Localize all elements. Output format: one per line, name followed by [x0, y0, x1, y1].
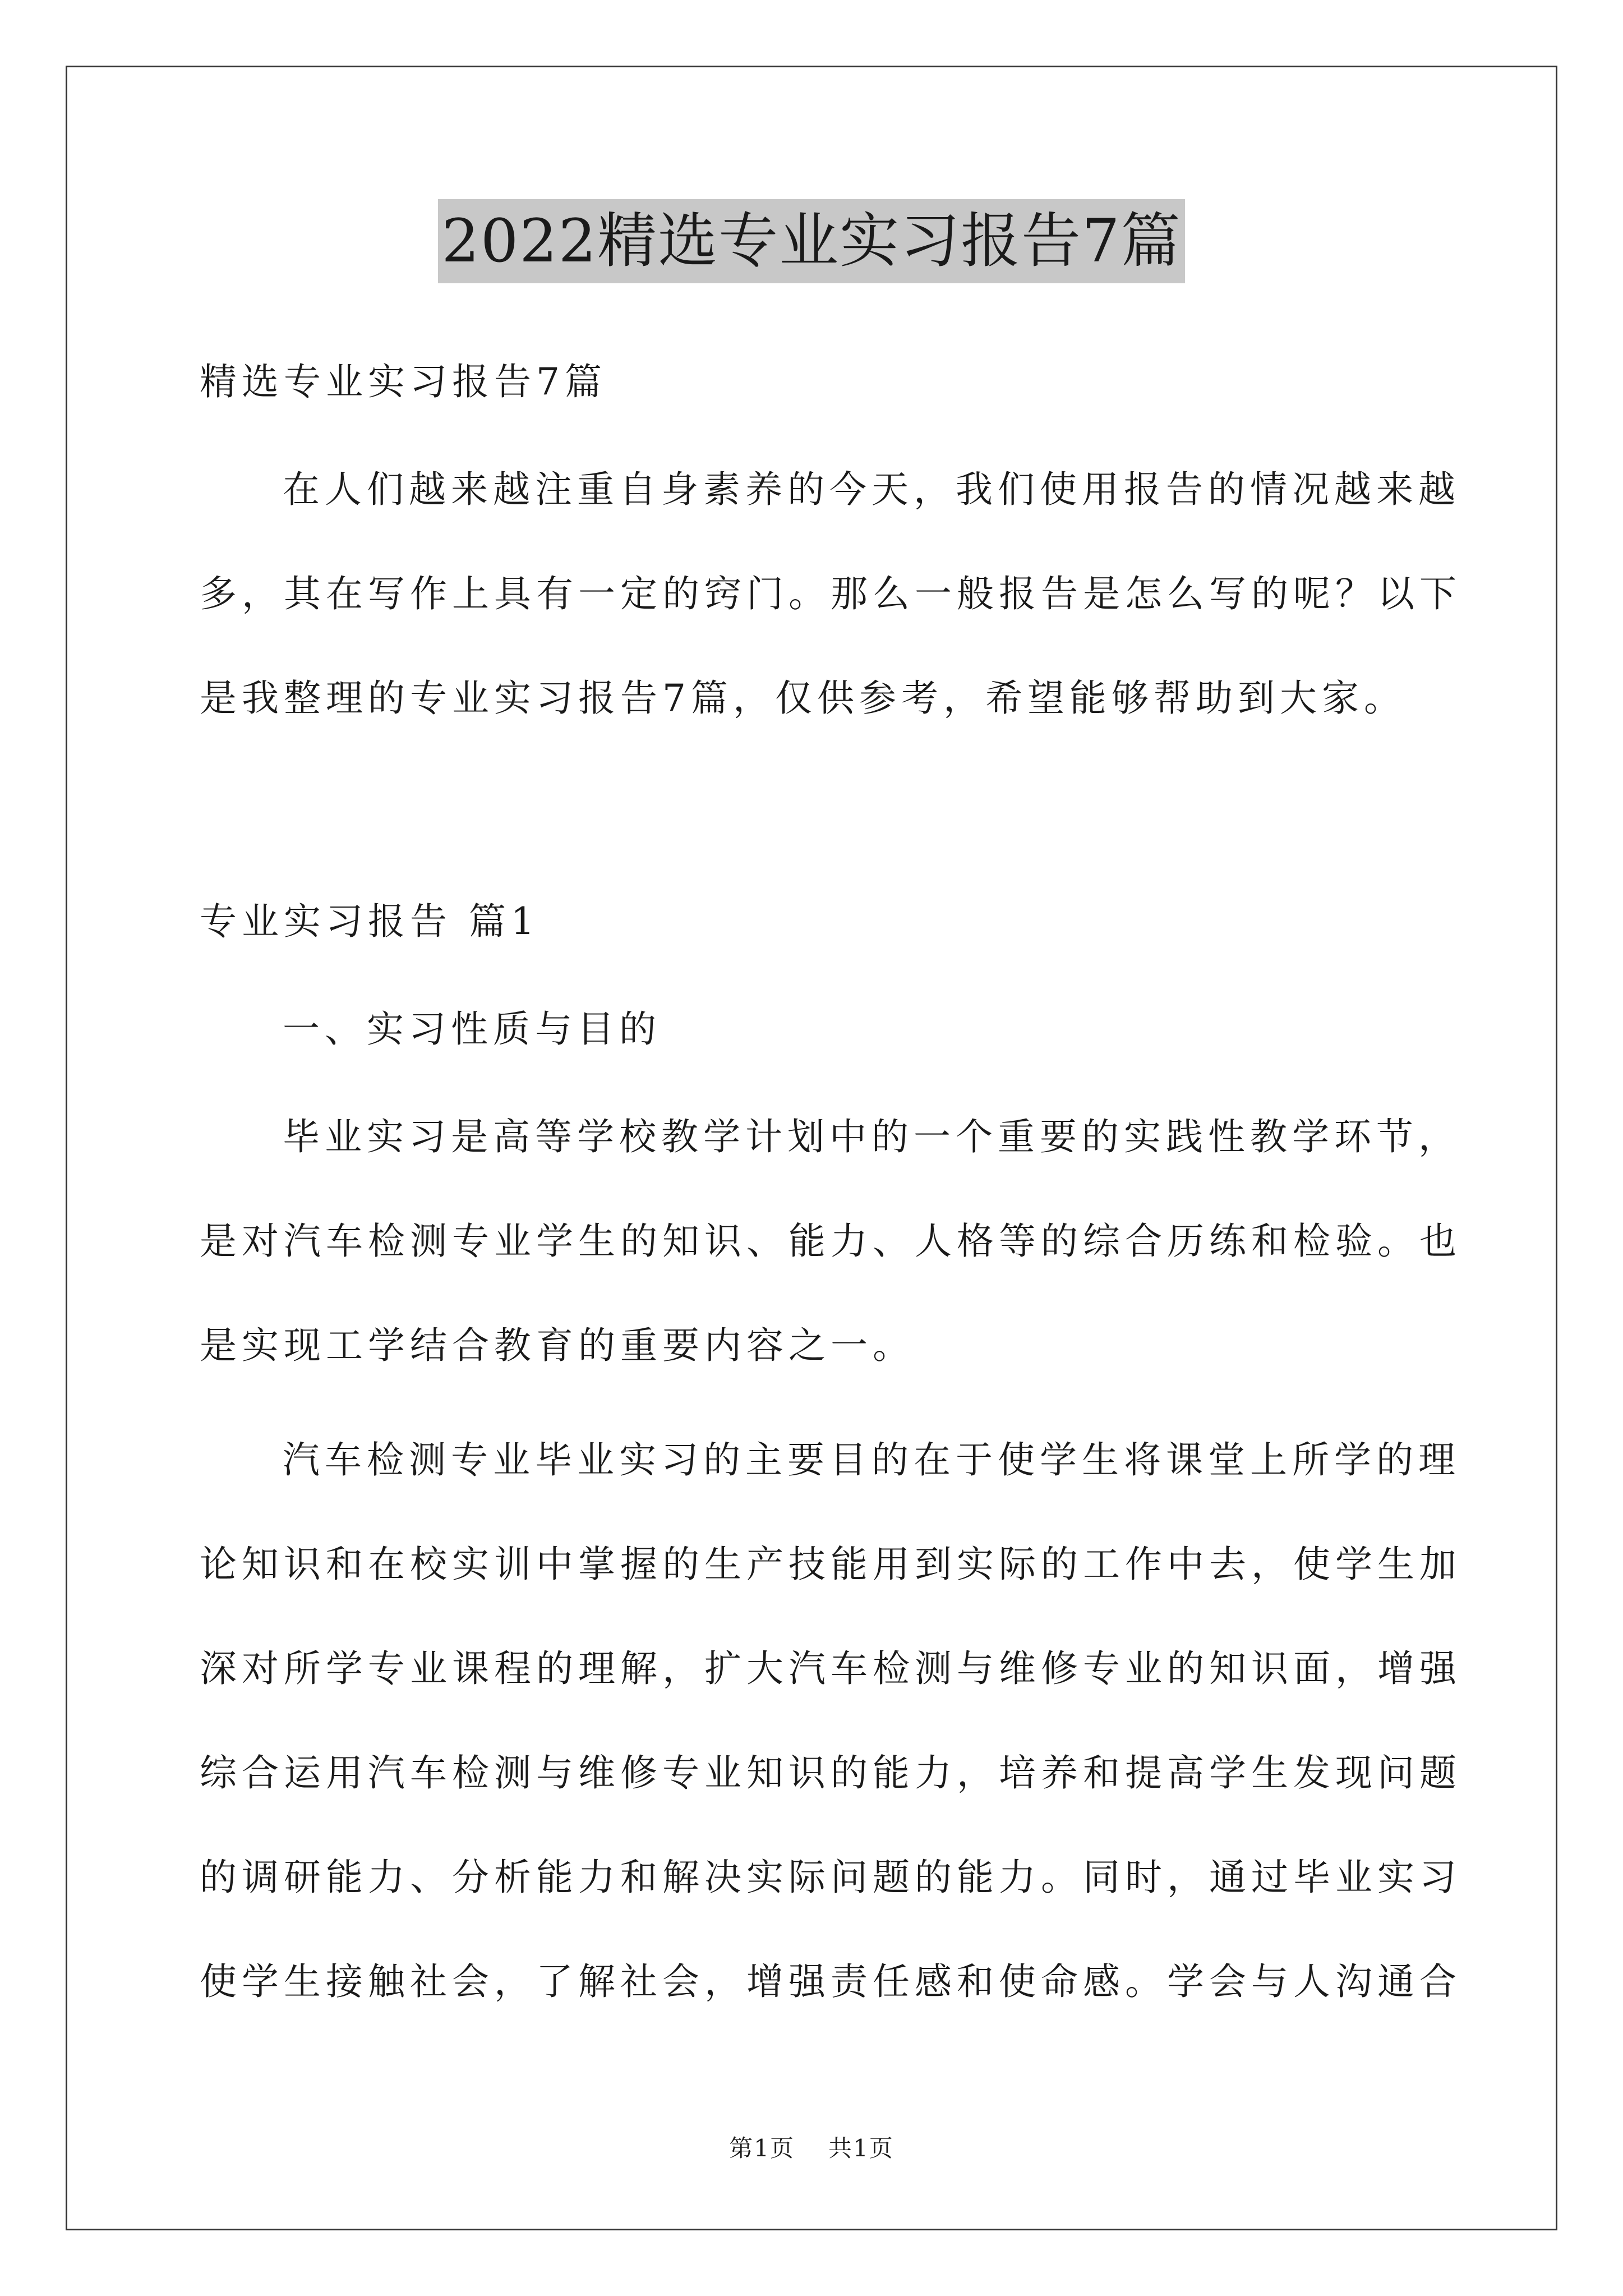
paragraph-line: 多，其在写作上具有一定的窍门。那么一般报告是怎么写的呢？以下	[200, 572, 1461, 615]
paragraph-line: 是我整理的专业实习报告7篇，仅供参考，希望能够帮助到大家。	[200, 677, 1406, 720]
paragraph-line: 使学生接触社会，了解社会，增强责任感和使命感。学会与人沟通合	[200, 1960, 1461, 2003]
sub-heading: 一、实习性质与目的	[283, 1007, 661, 1051]
paragraph-line: 是对汽车检测专业学生的知识、能力、人格等的综合历练和检验。也	[200, 1220, 1461, 1263]
intro-paragraph	[200, 464, 1461, 724]
section-heading-block	[200, 896, 1433, 947]
document-title: 2022精选专业实习报告7篇	[438, 199, 1184, 283]
paragraph-line: 综合运用汽车检测与维修专业知识的能力，培养和提高学生发现问题	[200, 1751, 1461, 1795]
paragraph-2	[200, 1434, 1461, 2008]
paragraph-line: 汽车检测专业毕业实习的主要目的在于使学生将课堂上所学的理	[283, 1438, 1460, 1481]
subtitle-block	[200, 356, 1433, 408]
paragraph-1	[200, 1111, 1461, 1372]
page-total: 共1页	[828, 2134, 894, 2162]
paragraph-line: 是实现工学结合教育的重要内容之一。	[200, 1324, 915, 1367]
page-number: 第1页	[729, 2134, 795, 2162]
paragraph-line: 毕业实习是高等学校教学计划中的一个重要的实践性教学环节，	[283, 1115, 1460, 1158]
paragraph-line: 深对所学专业课程的理解，扩大汽车检测与维修专业的知识面，增强	[200, 1647, 1461, 1690]
section-heading: 专业实习报告 篇1	[200, 900, 540, 943]
paragraph-line: 论知识和在校实训中掌握的生产技能用到实际的工作中去，使学生加	[200, 1543, 1461, 1586]
page-footer	[0, 2130, 1623, 2164]
paragraph-line: 在人们越来越注重自身素养的今天，我们使用报告的情况越来越	[283, 468, 1460, 511]
sub-heading-block	[200, 1004, 1433, 1055]
paragraph-line: 的调研能力、分析能力和解决实际问题的能力。同时，通过毕业实习	[200, 1856, 1461, 1899]
document-subtitle: 精选专业实习报告7篇	[200, 360, 607, 403]
title-container	[0, 199, 1623, 283]
